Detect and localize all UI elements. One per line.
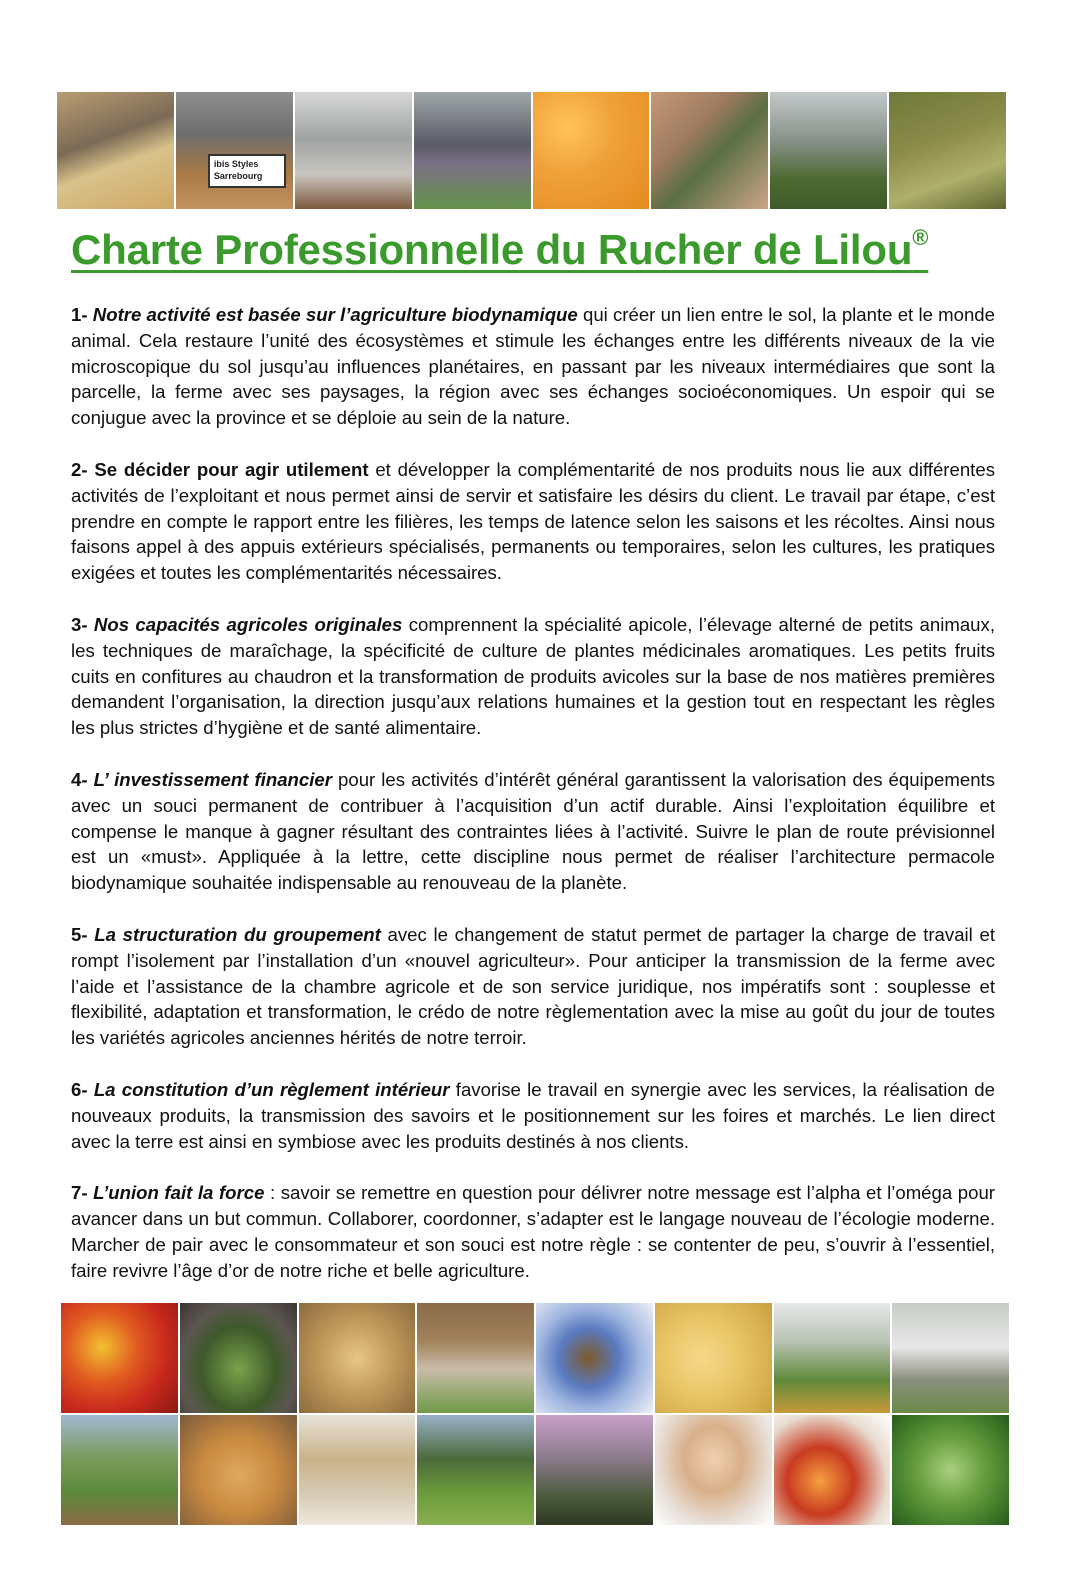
charter-item-text: avec le changement de statut permet de partager la charge de travail et rompt l’isolement par l’installation d’un «nouvel agriculteur». Pour anticiper la transmission de la ferme avec l’aide et l’assistance de la chambre agricole et de son service juridique, nos impératifs sont : souplesse et flexibilité, adaptation et transformation, le crédo de notre règlementation avec la mise au goût du jour de toutes les variétés agricoles anciennes hérités de notre terroir. <box>71 923 995 1049</box>
honeycomb-bees-photo <box>655 1303 772 1413</box>
beekeeper-hive-photo <box>57 92 174 209</box>
charter-item-text: : savoir se remettre en question pour délivrer notre message est l’alpha et l’oméga pour avancer dans un but commun. Collaborer, coordonner, s’adapter est le langage nouveau de l’écologie moderne. Marcher de pair avec le consommateur et son souci est notre règle : se contenter de peu, s’ouvrir à l’essentiel, faire revivre l’âge d’or de notre riche et belle agriculture. <box>71 1182 995 1281</box>
hive-sign-label: ibis Styles Sarrebourg <box>208 154 286 188</box>
bottom-photo-grid <box>61 1303 1009 1525</box>
charter-item <box>71 922 995 1051</box>
charter-item <box>71 302 995 431</box>
charter-item-heading <box>71 614 402 635</box>
orchard-people-photo <box>417 1415 534 1525</box>
charter-item-number: 4- <box>71 768 88 790</box>
charter-item-heading <box>71 769 332 790</box>
charter-item-heading <box>71 1182 264 1203</box>
title-text: Charte Professionnelle du Rucher de Lilou <box>71 226 913 273</box>
wooden-shed-photo <box>417 1303 534 1413</box>
green-plant-photo <box>892 1415 1009 1525</box>
charter-item <box>71 767 995 896</box>
white-flowers-photo <box>889 92 1006 209</box>
charter-item-text: favorise le travail en synergie avec les services, la réalisation de nouveaux produits, la transmission des savoirs et le positionnement sur les foires et marchés. Le lien direct avec la terre est ainsi en symbiose avec les produits destinés à nos clients. <box>71 1078 995 1152</box>
shop-shelves-photo <box>299 1415 416 1525</box>
tomatoes-photo <box>61 1303 178 1413</box>
charter-item <box>71 1180 995 1283</box>
charter-item-text: qui créer un lien entre le sol, la plante et le monde animal. Cela restaure l’unité des écosystèmes et stimule les échanges entre les différents niveaux de la vie microscopique du sol jusqu’au influences planétaires, en passant par les niveaux intermédiaires que sont la parcelle, la ferme avec ses paysages, la région avec ses échanges socioéconomiques. Un espoir qui se conjugue avec la province et se déploie au sein de la nature. <box>71 304 995 429</box>
charter-item <box>71 457 995 586</box>
charter-item-lead: Notre activité est basée sur l’agriculture biodynamique <box>92 304 578 325</box>
visitors-group-photo <box>414 92 531 209</box>
bee-on-borage-photo <box>536 1303 653 1413</box>
stone-arch-stream-photo <box>180 1303 297 1413</box>
beekeepers-suits-photo <box>892 1303 1009 1413</box>
hive-sign-photo <box>176 92 293 209</box>
woman-hat-photo <box>655 1415 772 1525</box>
charter-item-number: 7- <box>71 1182 88 1204</box>
charter-item-number: 5- <box>71 923 88 945</box>
registered-mark: ® <box>912 225 929 250</box>
charter-item-number: 6- <box>71 1078 88 1100</box>
top-photo-strip <box>57 92 1006 209</box>
honey-jar-label-photo <box>774 1415 891 1525</box>
charter-item-heading <box>71 304 578 325</box>
charter-item-lead: La constitution d’un règlement intérieur <box>93 1078 450 1100</box>
charter-item-number: 2- <box>71 458 88 480</box>
charter-item <box>71 612 995 741</box>
herbal-tea-bags-photo <box>651 92 768 209</box>
charter-item-text: pour les activités d’intérêt général garantissent la valorisation des équipements avec un souci permanent de contribuer à l’acquisition d’un actif durable. Ainsi l’exploitation équilibre et compense le manque à gagner résultant des contraintes liées à l’activité. Suivre le plan de route prévisionnel est un «must». Appliquée à la lettre, cette discipline nous permet de réaliser l’architecture permacole biodynamique souhaitée indispensable au renouveau de la planète. <box>71 768 995 894</box>
charter-item-heading <box>71 1079 450 1100</box>
charter-item-lead: L’ investissement financier <box>93 768 332 790</box>
honey-extractor-room-photo <box>295 92 412 209</box>
page-title <box>71 226 928 274</box>
beekeepers-hives-photo <box>774 1303 891 1413</box>
charter-item-heading <box>71 924 381 945</box>
charter-item-text: et développer la complémentarité de nos produits nous lie aux différentes activités de l’exploitant et nous permet ainsi de servir et satisfaire les désirs du client. Le travail par étape, c’est prendre en compte le rapport entre les filières, les temps de latence selon les saisons et les récoltes. Ainsi nous faisons appel à des appuis extérieurs spécialisés, permanents ou temporaires, selon les cultures, les pratiques exigées et toutes les complémentarités nécessaires. <box>71 458 995 584</box>
greenhouse-worker-photo <box>770 92 887 209</box>
charter-item-lead: Nos capacités agricoles originales <box>93 613 403 635</box>
charter-item-lead: L’union fait la force <box>93 1182 265 1204</box>
charter-item-heading <box>71 459 369 480</box>
charter-item <box>71 1077 995 1154</box>
charter-body <box>71 302 995 1310</box>
charter-item-text: comprennent la spécialité apicole, l’élevage alterné de petits animaux, les techniques de maraîchage, la spécificité de culture de plantes médicinales aromatiques. Les petits fruits cuits en confitures au chaudron et la transformation de produits avicoles sur la base de nos matières premières demandent l’organisation, la direction jusqu’aux relations humaines et la gestion tout en respectant les règles les plus strictes d’hygiène et de santé alimentaire. <box>71 613 995 739</box>
charter-item-number: 3- <box>71 613 88 635</box>
beeswax-block-photo <box>180 1415 297 1525</box>
field-hives-photo <box>61 1415 178 1525</box>
greenhouse-tunnel-photo <box>536 1415 653 1525</box>
charter-item-number: 1- <box>71 304 88 325</box>
honey-jars-photo <box>299 1303 416 1413</box>
charter-item-lead: Se décider pour agir utilement <box>94 458 369 480</box>
charter-item-lead: La structuration du groupement <box>94 923 381 945</box>
honey-candy-cubes-photo <box>533 92 650 209</box>
